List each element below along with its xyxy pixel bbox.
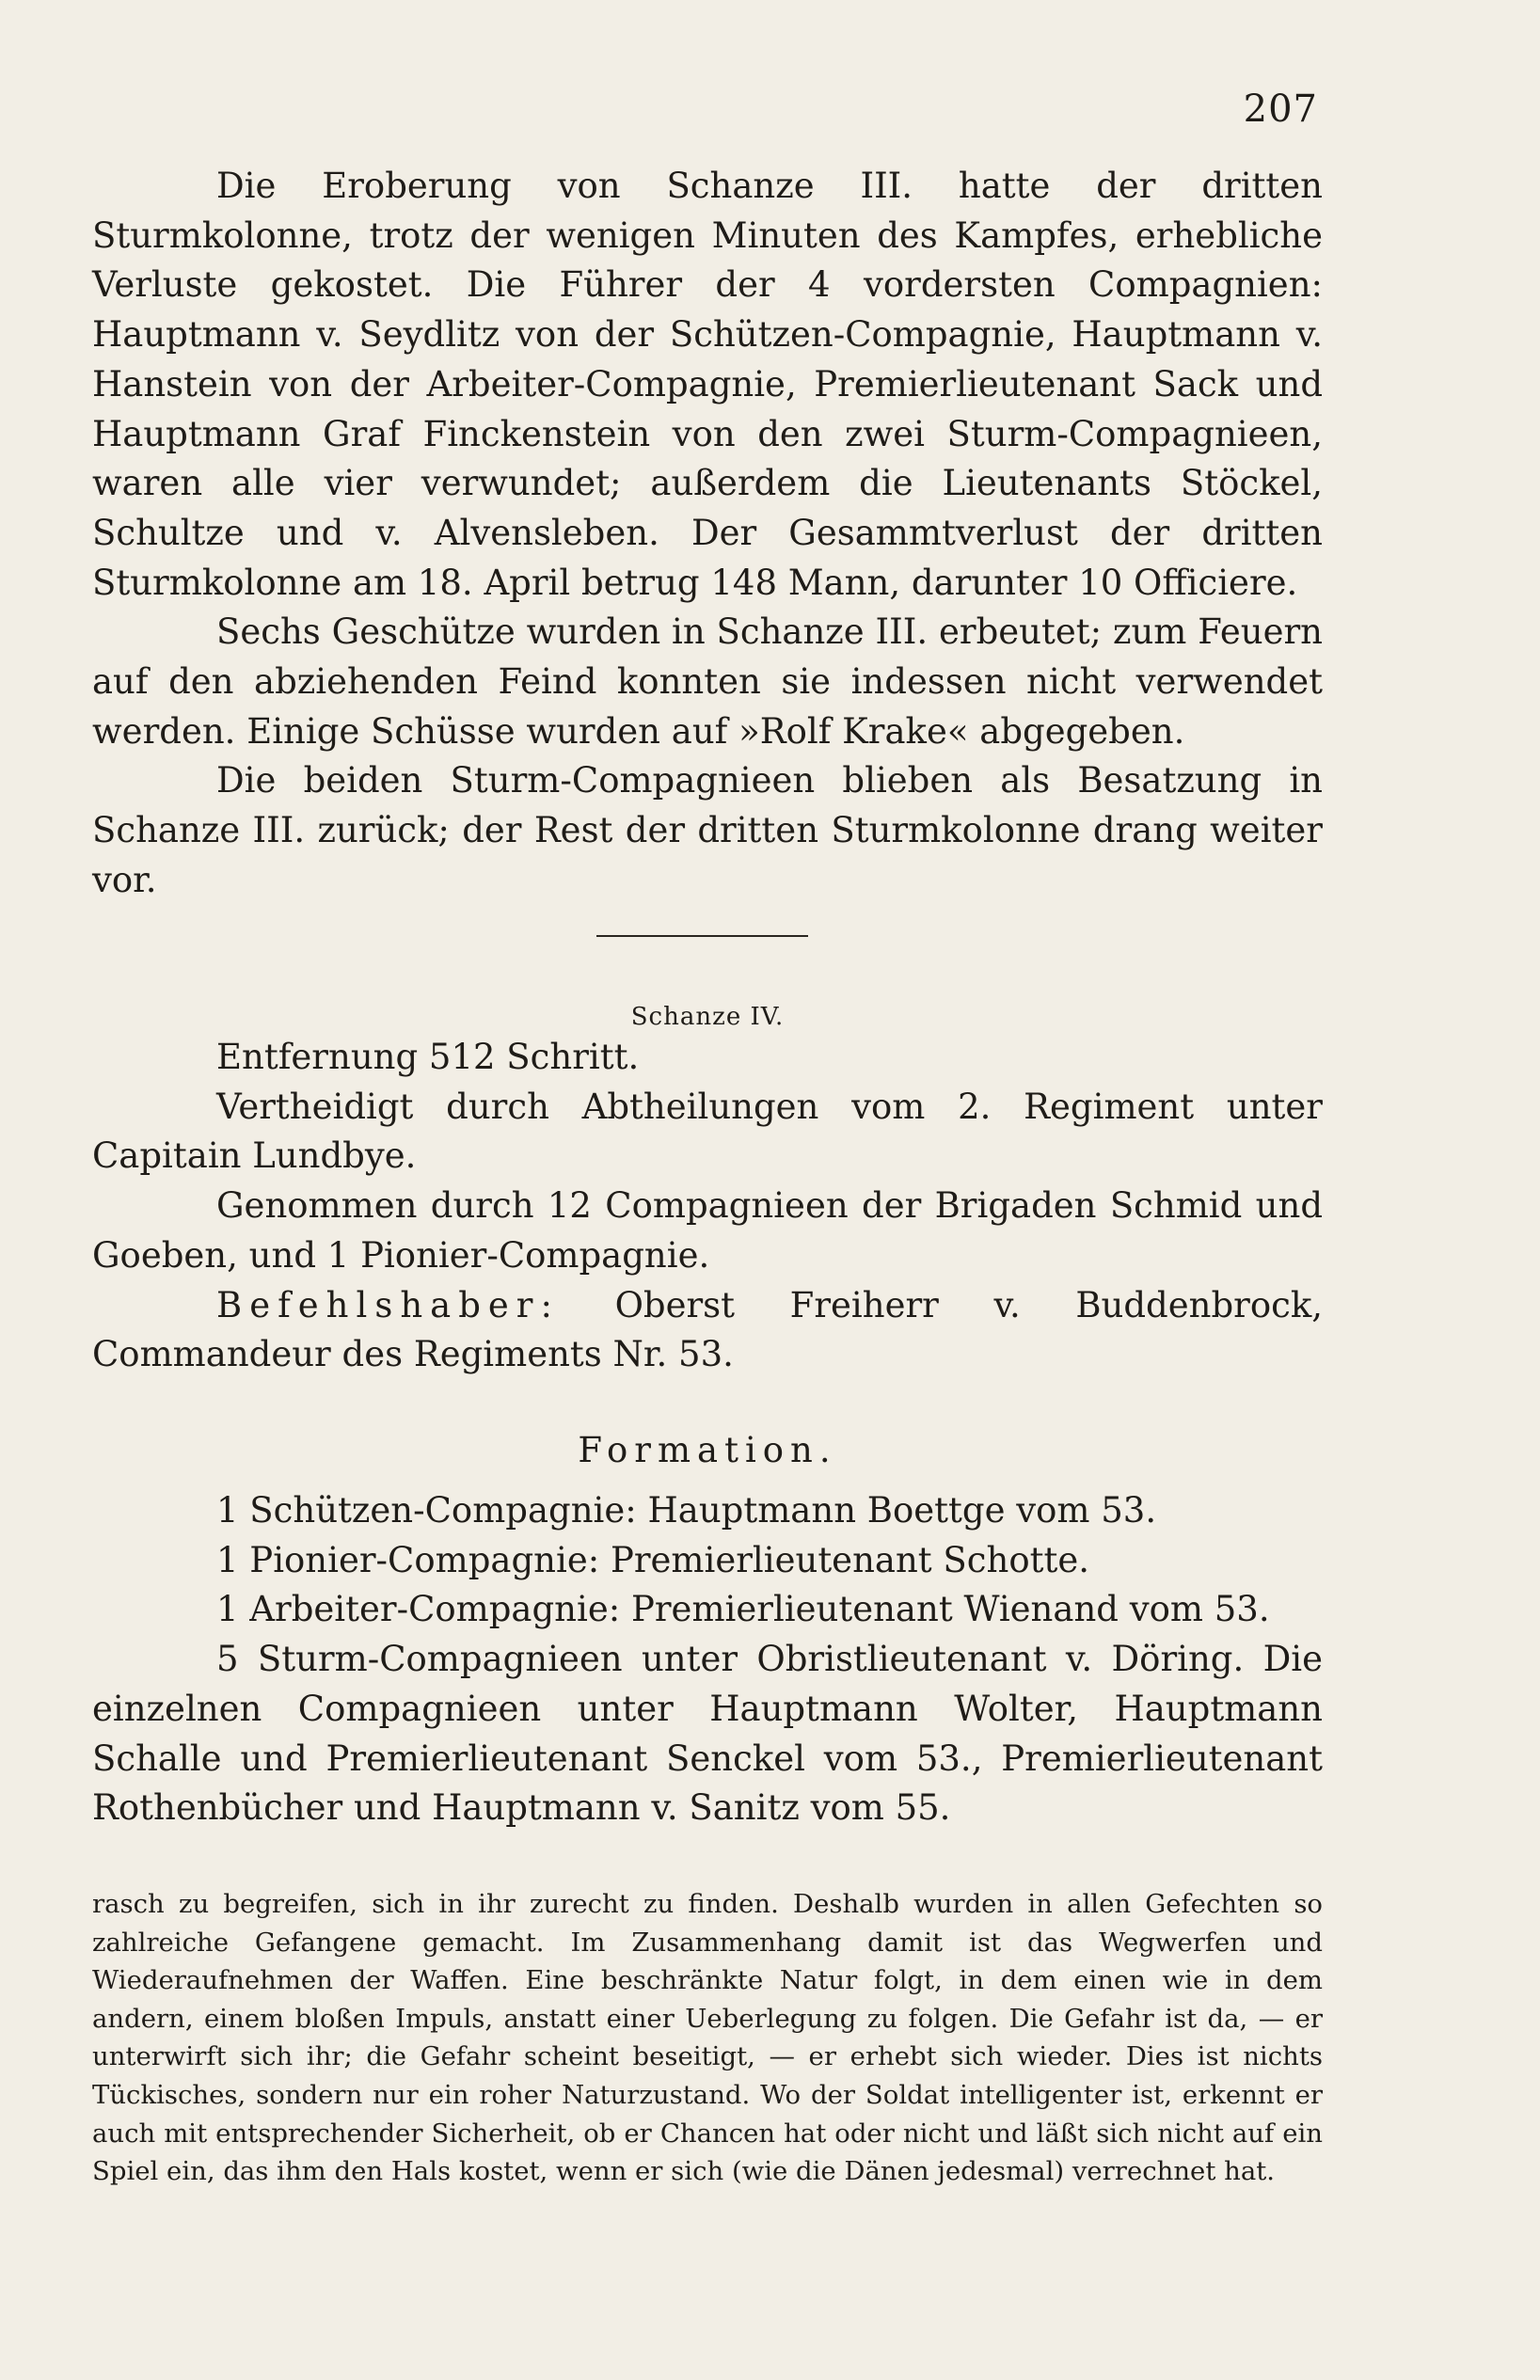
defended-by-line: Vertheidigt durch Abtheilungen vom 2. Regiment unter Capitain Lundbye. [92, 1086, 1323, 1177]
commander-text: Oberst Freiherr v. Buddenbrock, Commandeur des Regiments Nr. 53. [92, 1284, 1324, 1375]
distance-line: Entfernung 512 Schritt. [216, 1037, 640, 1077]
paragraph-losses: Die Eroberung von Schanze III. hatte der dritten Sturmkolonne, trotz der wenigen Minuten des Kampfes, erhebliche Verluste gekostet. Die Führer der 4 vordersten Compagnien: Hauptmann v. Seydlitz von der Schützen-Compagnie, Hauptmann v. Hanstein von der Arbeiter-Compagnie, Premierlieutenant Sack und Hauptmann Graf Finckenstein von den zwei Sturm-Compagnieen, waren alle vier verwundet; außerdem die Lieutenants Stöckel, Schultze und v. Alvensleben. Der Gesammtverlust der dritten Sturmkolonne am 18. April betrug 148 Mann, darunter 10 Officiere. [92, 166, 1323, 603]
formation-item-arbeiter: 1 Arbeiter-Compagnie: Premierlieutenant Wienand vom 53. [216, 1589, 1270, 1630]
section-heading-schanze-iv: Schanze IV. [630, 1003, 785, 1031]
schanze-details [92, 1033, 1323, 1380]
section-divider [596, 935, 808, 937]
formation-item-sturm: 5 Sturm-Compagnieen unter Obristlieutenant v. Döring. Die einzelnen Compagnieen unter Hauptmann Wolter, Hauptmann Schalle und Premierlieutenant Senckel vom 53., Premierlieutenant Rothenbücher und Hauptmann v. Sanitz vom 55. [92, 1639, 1323, 1829]
formation-heading: Formation. [578, 1430, 837, 1470]
page-number: 207 [1243, 87, 1318, 131]
formation-item-schuetzen: 1 Schützen-Compagnie: Hauptmann Boettge vom 53. [216, 1490, 1157, 1531]
paragraph-guns-captured: Sechs Geschütze wurden in Schanze III. erbeutet; zum Feuern auf den abziehenden Feind konnten sie indessen nicht verwendet werden. Einige Schüsse wurden auf »Rolf Krake« abgegeben. [92, 611, 1323, 752]
commander-line [92, 1281, 1323, 1380]
taken-by-line: Genommen durch 12 Compagnieen der Brigaden Schmid und Goeben, und 1 Pionier-Compagnie. [92, 1185, 1323, 1276]
paragraph-occupation: Die beiden Sturm-Compagnieen blieben als Besatzung in Schanze III. zurück; der Rest der dritten Sturmkolonne drang weiter vor. [92, 760, 1323, 900]
formation-item-pionier: 1 Pionier-Compagnie: Premierlieutenant Schotte. [216, 1539, 1089, 1580]
footnote [92, 1885, 1323, 2191]
footnote-text: rasch zu begreifen, sich in ihr zurecht zu finden. Deshalb wurden in allen Gefechten so zahlreiche Gefangene gemacht. Im Zusammenhang damit ist das Wegwerfen und Wiederaufnehmen der Waffen. Eine beschränkte Natur folgt, in dem einen wie in dem andern, einem bloßen Impuls, anstatt einer Ueberlegung zu folgen. Die Gefahr ist da, — er unterwirft sich ihr; die Gefahr scheint beseitigt, — er erhebt sich wieder. Dies ist nichts Tückisches, sondern nur ein roher Naturzustand. Wo der Soldat intelligenter ist, erkennt er auch mit entsprechender Sicherheit, ob er Chancen hat oder nicht und läßt sich nicht auf ein Spiel ein, das ihm den Hals kostet, wenn er sich (wie die Dänen jedesmal) verrechnet hat. [92, 1889, 1323, 2187]
main-text-section [92, 162, 1323, 906]
commander-label: Befehlshaber: [216, 1284, 560, 1325]
formation-list [92, 1486, 1323, 1833]
